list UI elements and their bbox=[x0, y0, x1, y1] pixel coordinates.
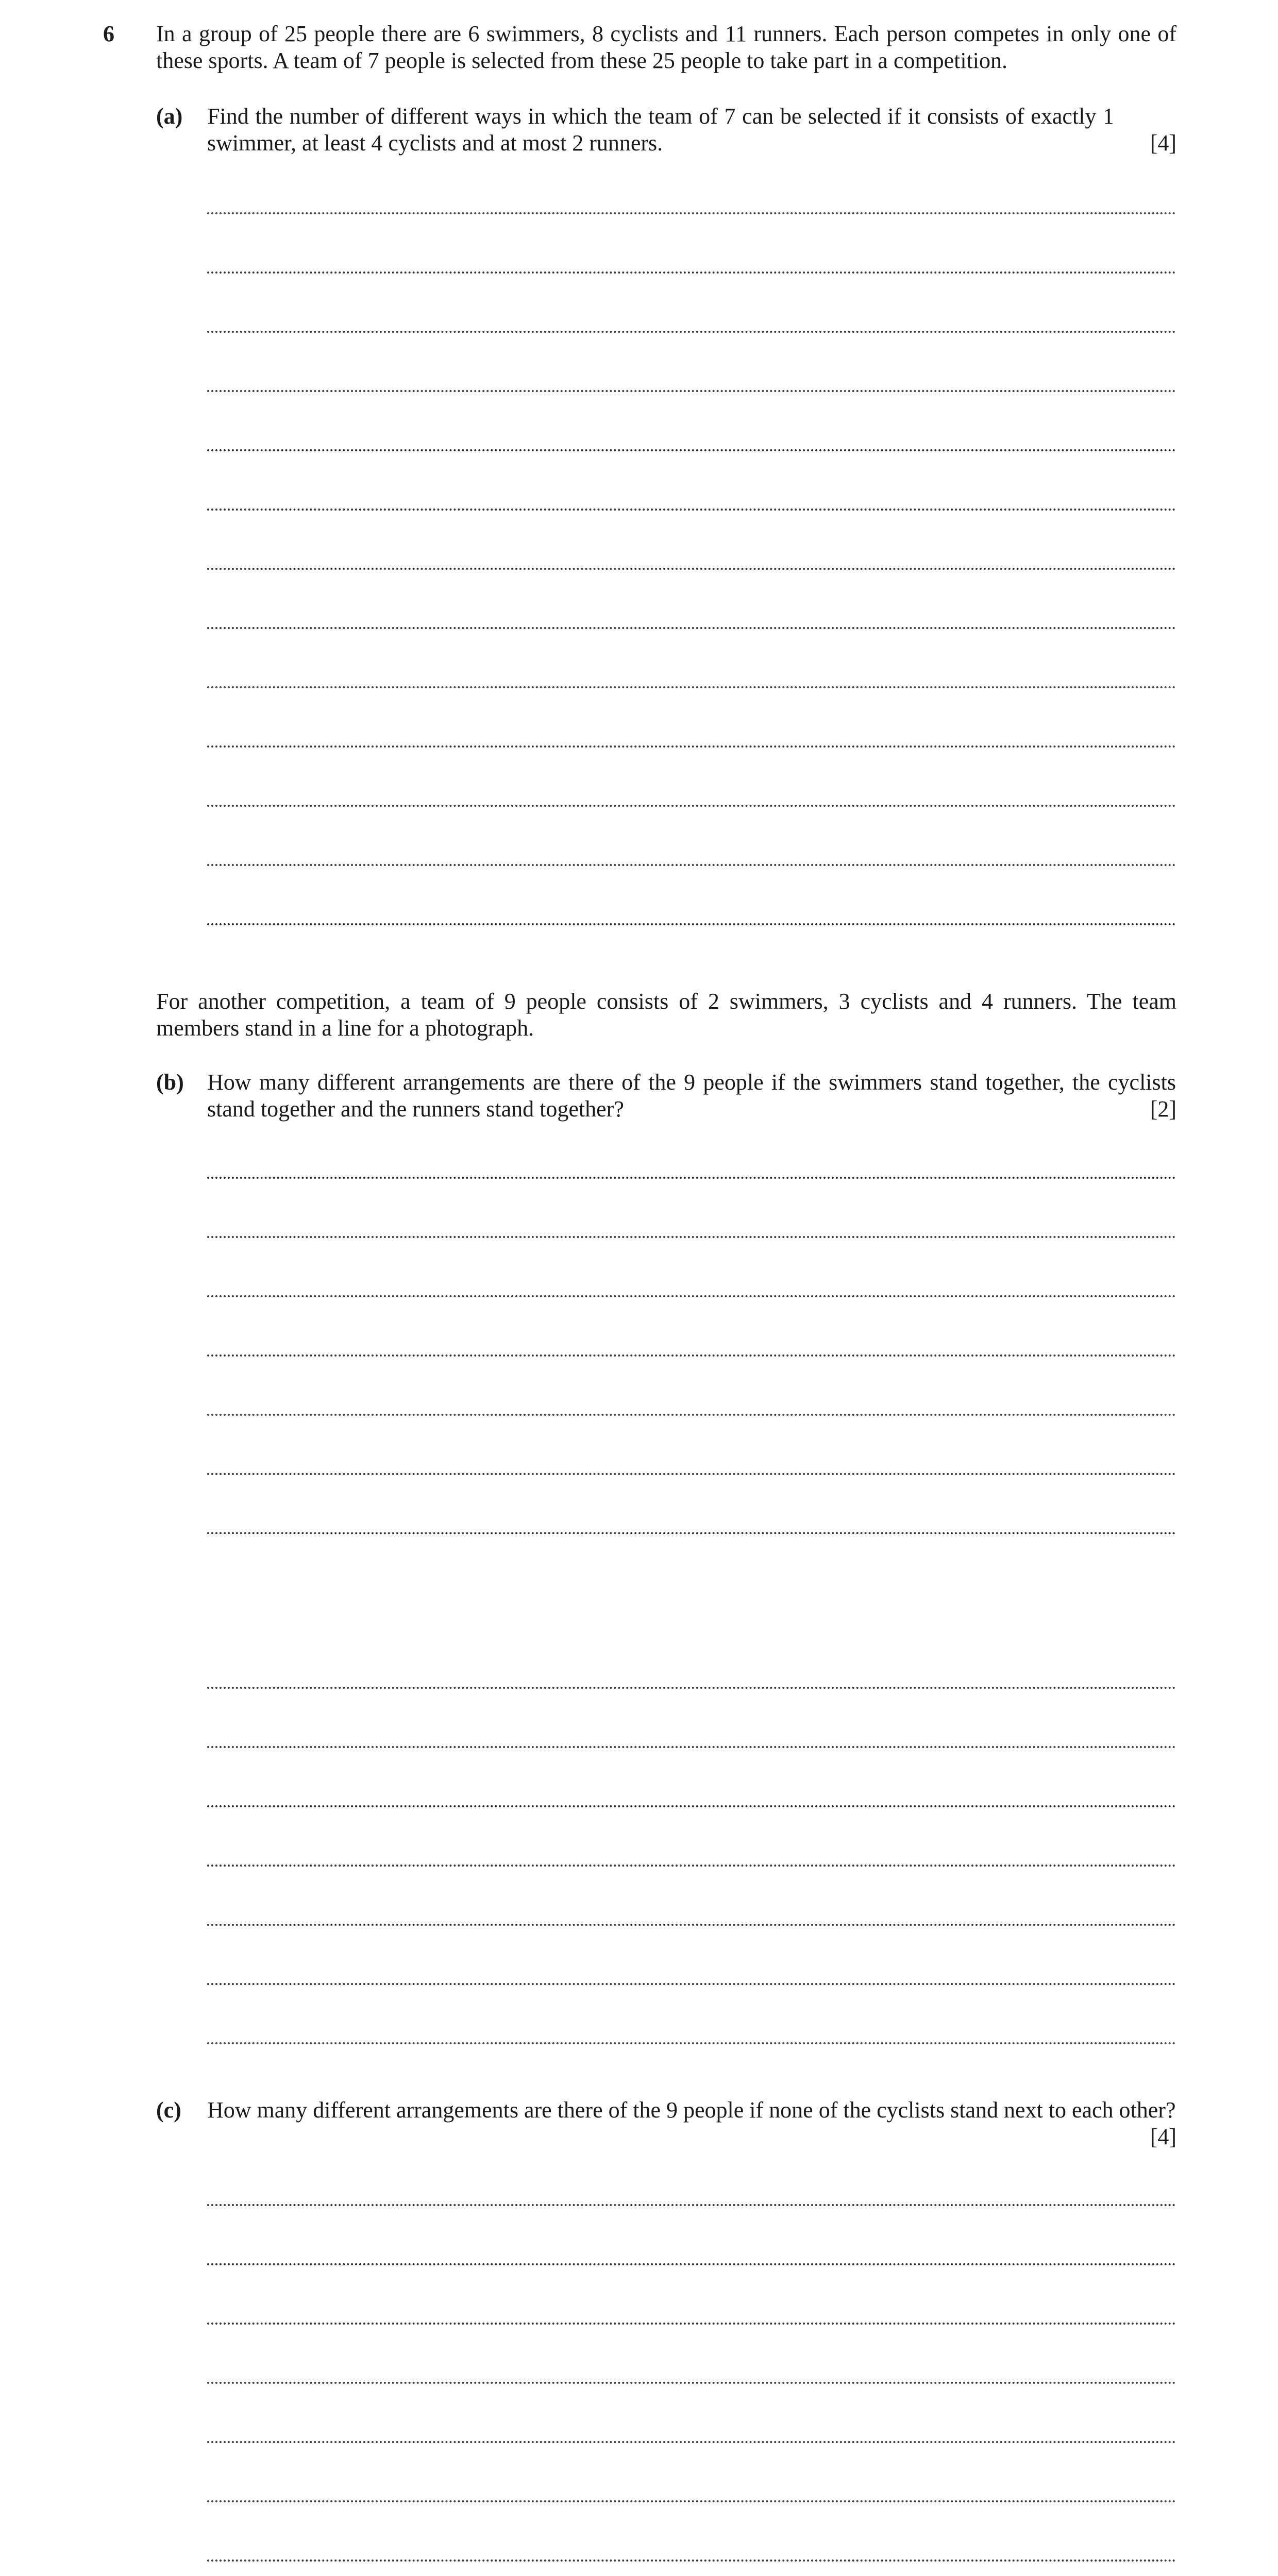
part-b-label: (b) bbox=[156, 1070, 184, 1095]
answer-line[interactable] bbox=[207, 1532, 1176, 1534]
answer-line[interactable] bbox=[207, 2323, 1176, 2325]
part-c-marks: [4] bbox=[1150, 2124, 1176, 2149]
answer-line[interactable] bbox=[207, 1805, 1176, 1807]
answer-line[interactable] bbox=[207, 2560, 1176, 2562]
answer-line[interactable] bbox=[207, 1687, 1176, 1689]
answer-line[interactable] bbox=[207, 2441, 1176, 2443]
answer-line[interactable] bbox=[207, 1865, 1176, 1867]
answer-line[interactable] bbox=[207, 2204, 1176, 2206]
answer-line[interactable] bbox=[207, 805, 1176, 807]
answer-line[interactable] bbox=[207, 1924, 1176, 1926]
answer-line[interactable] bbox=[207, 864, 1176, 866]
context-b-text: For another competition, a team of 9 people consists of 2 swimmers, 3 cyclists and 4 runners. The team members stand in a line for a photograph. bbox=[156, 989, 1176, 1041]
answer-line[interactable] bbox=[207, 1236, 1176, 1238]
answer-line[interactable] bbox=[207, 923, 1176, 925]
answer-line[interactable] bbox=[207, 331, 1176, 333]
part-a-label: (a) bbox=[156, 104, 183, 129]
question-number: 6 bbox=[103, 21, 114, 46]
answer-line[interactable] bbox=[207, 2263, 1176, 2265]
answer-line[interactable] bbox=[207, 390, 1176, 392]
answer-line[interactable] bbox=[207, 509, 1176, 511]
answer-line[interactable] bbox=[207, 449, 1176, 451]
answer-line[interactable] bbox=[207, 212, 1176, 214]
answer-line[interactable] bbox=[207, 745, 1176, 748]
part-c-label: (c) bbox=[156, 2097, 181, 2123]
answer-line[interactable] bbox=[207, 1746, 1176, 1748]
answer-line[interactable] bbox=[207, 1295, 1176, 1297]
question-intro: In a group of 25 people there are 6 swimmers, 8 cyclists and 11 runners. Each person competes in only one of these sports. A team of 7 people is selected from these 25 people to take part in a competition. bbox=[156, 21, 1176, 73]
answer-line[interactable] bbox=[207, 1414, 1176, 1416]
answer-line[interactable] bbox=[207, 2382, 1176, 2384]
answer-line[interactable] bbox=[207, 1983, 1176, 1985]
part-b-marks: [2] bbox=[1150, 1096, 1176, 1122]
answer-line[interactable] bbox=[207, 2500, 1176, 2502]
answer-line[interactable] bbox=[207, 627, 1176, 629]
answer-line[interactable] bbox=[207, 686, 1176, 688]
answer-line[interactable] bbox=[207, 272, 1176, 274]
part-b-text: How many different arrangements are there of the 9 people if the swimmers stand together, the cyclists stand together and the runners stand together? bbox=[207, 1070, 1176, 1122]
answer-line[interactable] bbox=[207, 2042, 1176, 2044]
answer-line[interactable] bbox=[207, 568, 1176, 570]
answer-line[interactable] bbox=[207, 1354, 1176, 1357]
answer-line[interactable] bbox=[207, 1473, 1176, 1475]
part-c-text: How many different arrangements are there of the 9 people if none of the cyclists stand next to each other? bbox=[207, 2097, 1176, 2123]
part-a-text: Find the number of different ways in which the team of 7 can be selected if it consists of exactly 1 swimmer, at least 4 cyclists and at most 2 runners. bbox=[207, 104, 1114, 156]
part-a-marks: [4] bbox=[1150, 130, 1176, 156]
answer-line[interactable] bbox=[207, 1177, 1176, 1179]
